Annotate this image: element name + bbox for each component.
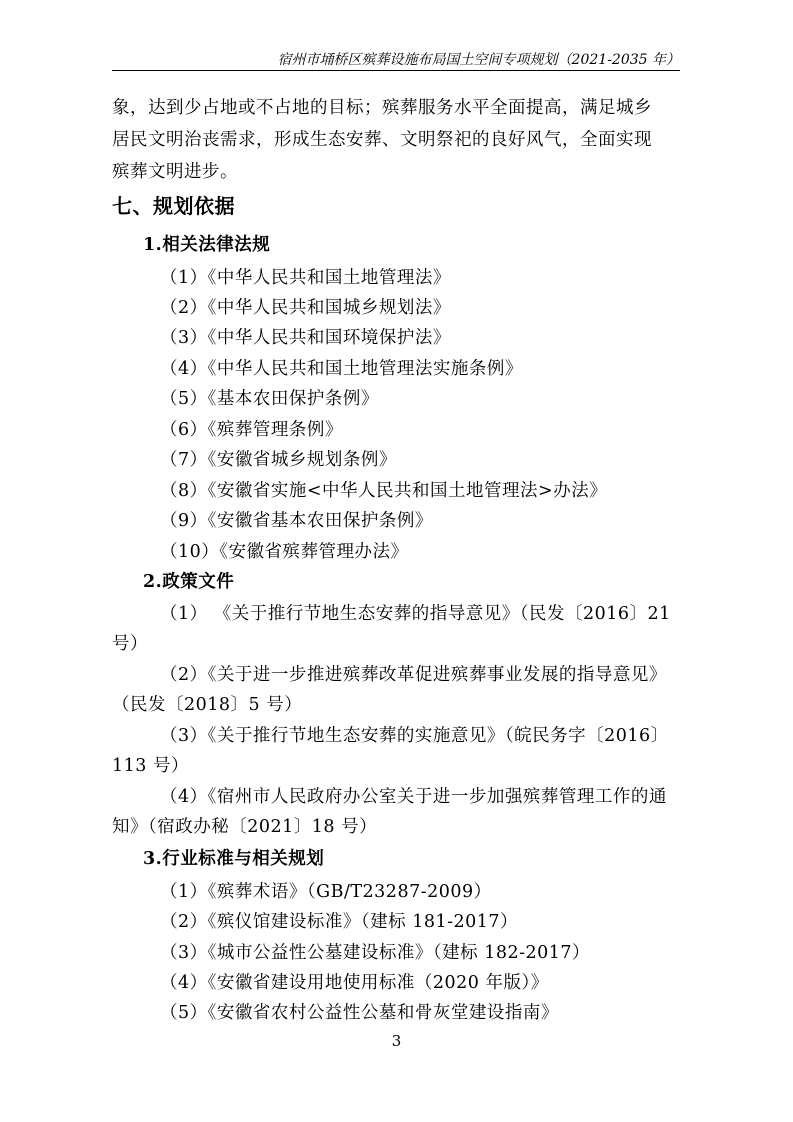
policy-item-continuation: 号） xyxy=(112,634,148,654)
standard-item: （4）《安徽省建设用地使用标准（2020 年版）》 xyxy=(160,973,549,993)
law-item: （3）《中华人民共和国环境保护法》 xyxy=(160,328,451,348)
standard-item: （1）《殡葬术语》（GB/T23287-2009） xyxy=(160,882,492,902)
policy-item-continuation: （民发〔2018〕5 号） xyxy=(112,695,303,715)
intro-line: 象，达到少占地或不占地的目标；殡葬服务水平全面提高，满足城乡 xyxy=(112,98,652,118)
law-item: （5）《基本农田保护条例》 xyxy=(160,389,379,409)
standard-item: （5）《安徽省农村公益性公墓和骨灰堂建设指南》 xyxy=(160,1003,559,1023)
header-title: 宿州市埇桥区殡葬设施布局国土空间专项规划（2021-2035 年） xyxy=(277,52,680,68)
section-heading: 七、规划依据 xyxy=(112,194,235,218)
subsection-heading: 1.相关法律法规 xyxy=(143,235,271,255)
law-item: （7）《安徽省城乡规划条例》 xyxy=(160,450,397,470)
law-item: （4）《中华人民共和国土地管理法实施条例》 xyxy=(160,359,523,379)
law-item: （9）《安徽省基本农田保护条例》 xyxy=(160,511,433,531)
standard-item: （2）《殡仪馆建设标准》（建标 181-2017） xyxy=(160,912,519,932)
policy-item: （1） 《关于推行节地生态安葬的指导意见》（民发〔2016〕21 xyxy=(160,604,671,624)
law-item: （1）《中华人民共和国土地管理法》 xyxy=(160,268,451,288)
page-header xyxy=(112,46,680,71)
law-item: （8）《安徽省实施<中华人民共和国土地管理法>办法》 xyxy=(160,481,608,501)
law-item: （10）《安徽省殡葬管理办法》 xyxy=(160,542,409,562)
law-item: （6）《殡葬管理条例》 xyxy=(160,420,343,440)
policy-item-continuation: 知》（宿政办秘〔2021〕18 号） xyxy=(112,817,378,837)
intro-line: 居民文明治丧需求，形成生态安葬、文明祭祀的良好风气，全面实现 xyxy=(112,130,652,150)
policy-item: （3）《关于推行节地生态安葬的实施意见》（皖民务字〔2016〕 xyxy=(160,726,669,746)
subsection-heading: 2.政策文件 xyxy=(143,572,235,592)
policy-item-continuation: 113 号） xyxy=(112,756,189,776)
policy-item: （2）《关于进一步推进殡葬改革促进殡葬事业发展的指导意见》 xyxy=(160,665,667,685)
law-item: （2）《中华人民共和国城乡规划法》 xyxy=(160,298,451,318)
subsection-heading: 3.行业标准与相关规划 xyxy=(143,849,325,869)
standard-item: （3）《城市公益性公墓建设标准》（建标 182-2017） xyxy=(160,943,591,963)
intro-line: 殡葬文明进步。 xyxy=(112,162,238,182)
policy-item: （4）《宿州市人民政府办公室关于进一步加强殡葬管理工作的通 xyxy=(160,787,667,807)
page-number: 3 xyxy=(391,1032,402,1050)
